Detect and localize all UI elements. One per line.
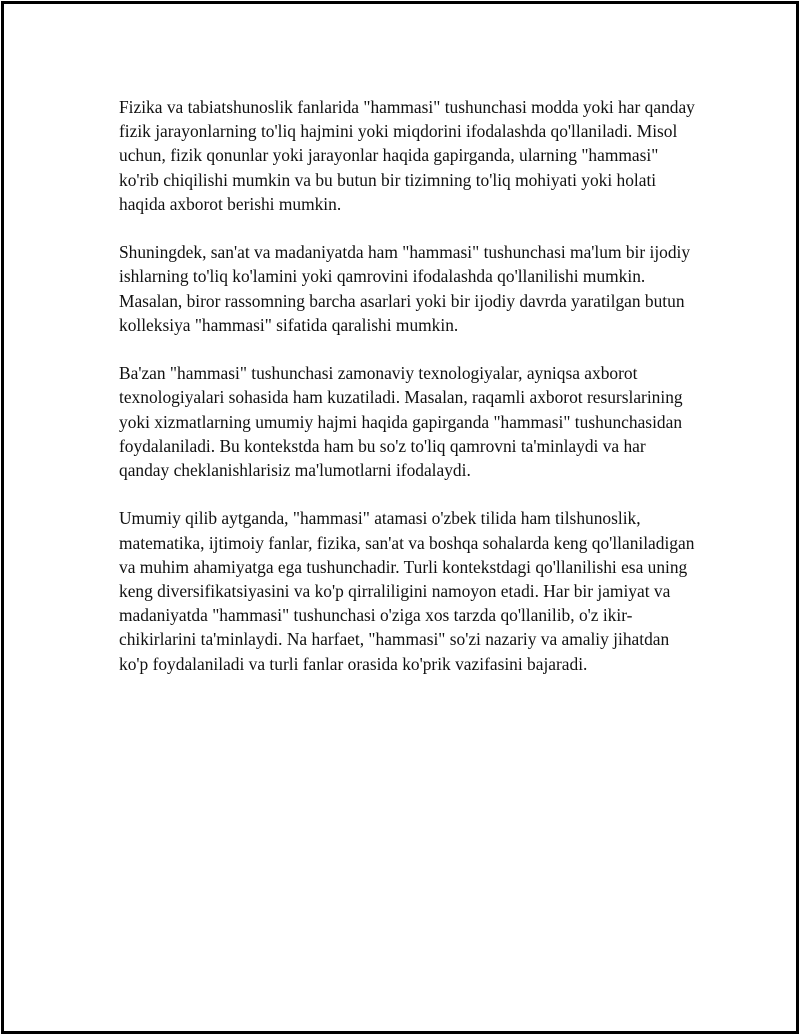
paragraph-technology: Ba'zan "hammasi" tushunchasi zamonaviy texnologiyalar, ayniqsa axborot texnologiyalari sohasida ham kuzatiladi. Masalan, raqamli axborot resurslarining yoki xizmatlarning umumiy hajmi haqida gapirganda "hammasi" tushunchasidan foydalaniladi. Bu kontekstda ham bu so'z to'liq qamrovni ta'minlaydi va har qanday cheklanishlarisiz ma'lumotlarni ifodalaydi. — [119, 363, 683, 481]
paragraph-conclusion: Umumiy qilib aytganda, "hammasi" atamasi o'zbek tilida ham tilshunoslik, matematika, ijtimoiy fanlar, fizika, san'at va boshqa sohalarda keng qo'llaniladigan va muhim ahamiyatga ega tushunchadir. Turli kontekstdagi qo'llanilishi esa uning keng diversifikatsiyasini va ko'p qirraliligini namoyon etadi. Har bir jamiyat va madaniyatda "hammasi" tushunchasi o'ziga xos tarzda qo'llanilib, o'z ikir-chikirlarini ta'minlaydi. Na harfaet, "hammasi" so'zi nazariy va amaliy jihatdan ko'p foydalaniladi va turli fanlar orasida ko'prik vazifasini bajaradi. — [119, 508, 695, 674]
paragraph-physics: Fizika va tabiatshunoslik fanlarida "hammasi" tushunchasi modda yoki har qanday fizik jarayonlarning to'liq hajmini yoki miqdorini ifodalashda qo'llaniladi. Misol uchun, fizik qonunlar yoki jarayonlar haqida gapirganda, ularning "hammasi" ko'rib chiqilishi mumkin va bu butun bir tizimning to'liq mohiyati yoki holati haqida axborot berishi mumkin. — [119, 97, 695, 214]
document-page — [1, 1, 799, 1034]
document-body — [119, 95, 699, 700]
paragraph-art-culture: Shuningdek, san'at va madaniyatda ham "hammasi" tushunchasi ma'lum bir ijodiy ishlarning to'liq ko'lamini yoki qamrovini ifodalashda qo'llanilishi mumkin. Masalan, biror rassomning barcha asarlari yoki bir ijodiy davrda yaratilgan butun kolleksiya "hammasi" sifatida qaralishi mumkin. — [119, 242, 691, 335]
